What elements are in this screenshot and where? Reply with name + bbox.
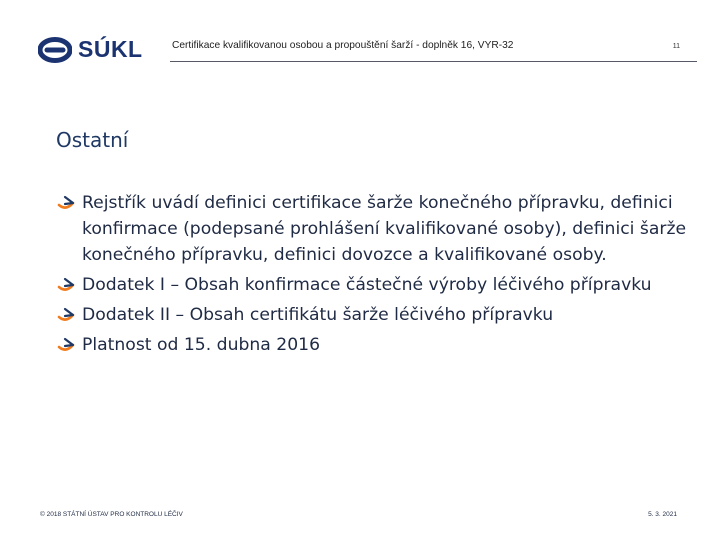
list-item: [56, 332, 696, 358]
footer-copyright: © 2018 STÁTNÍ ÚSTAV PRO KONTROLU LÉČIV: [40, 511, 183, 518]
logo-text: SÚKL: [78, 36, 143, 62]
sukl-logo-icon: [38, 37, 72, 63]
bullet-list: [56, 190, 696, 362]
bullet-arrow-icon: [56, 302, 76, 328]
sukl-logo: [38, 36, 143, 63]
list-item: [56, 190, 696, 268]
list-item: [56, 302, 696, 328]
bullet-text: Dodatek I – Obsah konfirmace částečné výroby léčivého přípravku: [82, 275, 652, 295]
bullet-arrow-icon: [56, 332, 76, 358]
header-title: Certifikace kvalifikovanou osobou a propouštění šarží - doplněk 16, VYR-32: [172, 40, 514, 51]
page-number: 11: [672, 43, 680, 50]
bullet-text: Dodatek II – Obsah certifikátu šarže léčivého přípravku: [82, 305, 554, 325]
bullet-text: Platnost od 15. dubna 2016: [82, 335, 321, 355]
footer-date: 5. 3. 2021: [648, 511, 677, 518]
list-item: [56, 272, 696, 298]
header-divider: [170, 61, 697, 62]
bullet-arrow-icon: [56, 272, 76, 298]
bullet-text: Rejstřík uvádí definici certifikace šarže konečného přípravku, definici konfirmace (podepsané prohlášení kvalifikované osoby), definici šarže konečného přípravku, definici dovozce a kvalifikované osoby.: [82, 193, 687, 265]
bullet-arrow-icon: [56, 190, 76, 216]
slide-title: Ostatní: [56, 128, 129, 152]
